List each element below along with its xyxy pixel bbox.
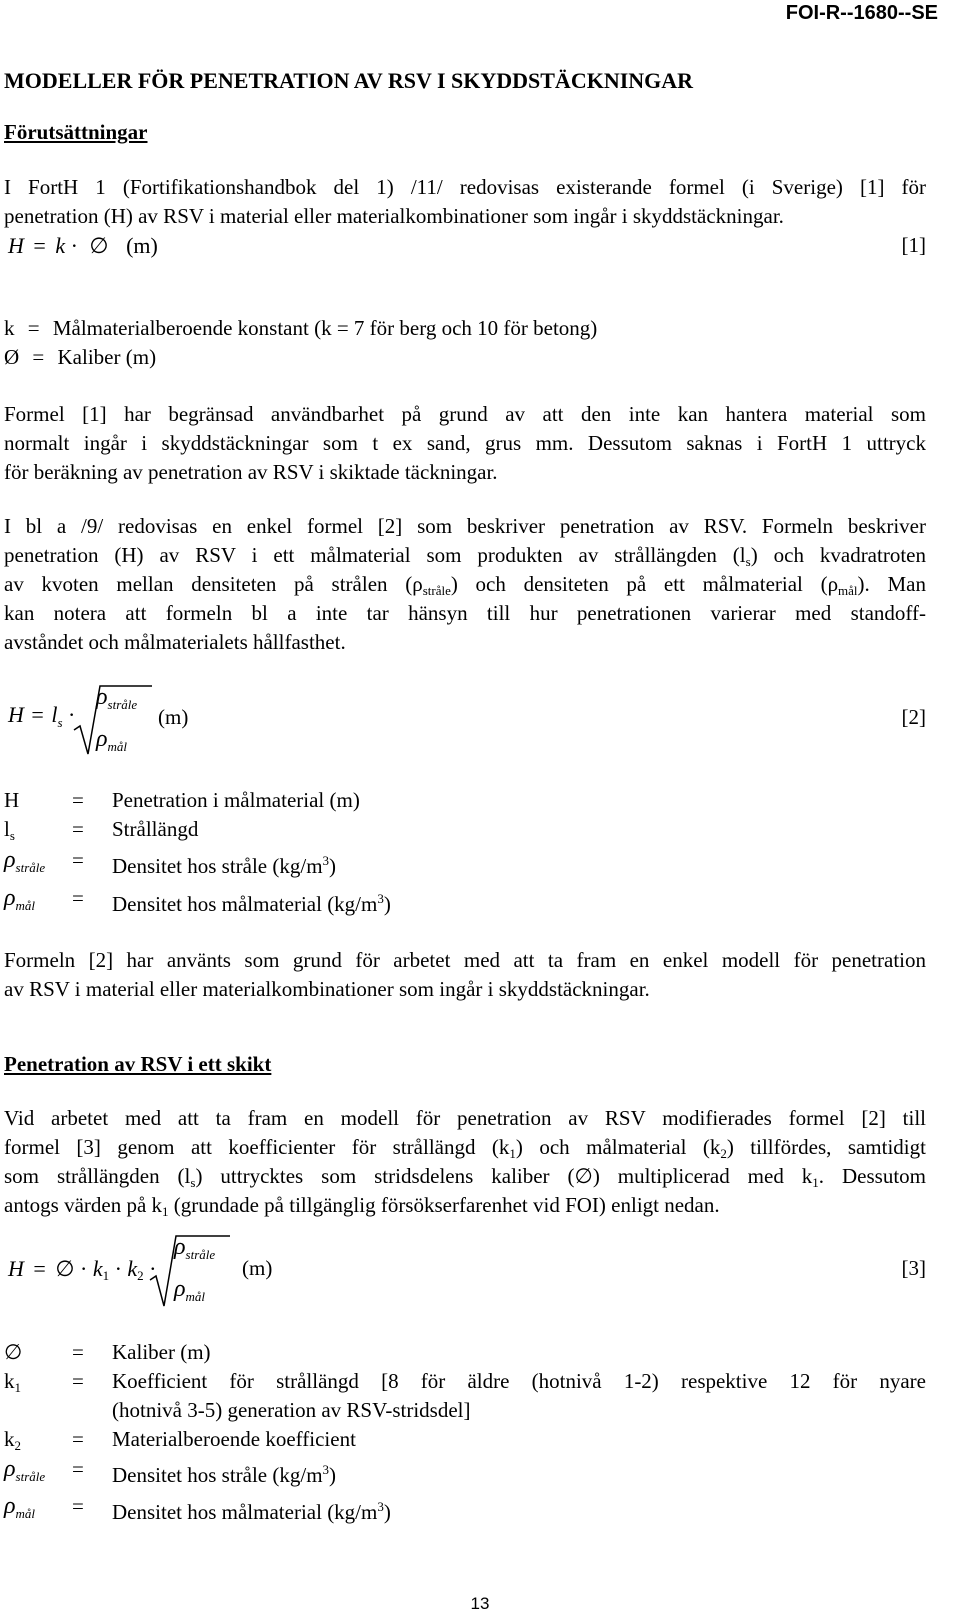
sqrt-numerator-3: $\rho_{stråle}$ xyxy=(174,1234,216,1262)
eq-sub: s xyxy=(57,715,63,730)
text-line: Formel [1] har begränsad användbarhet på grund av att den inte kan hantera material som xyxy=(4,402,926,426)
text-line: av kvoten mellan densiteten på strålen $(\rho_{stråle})$ och densiteten på ett målmaterial $(\rho_{mål})$. Man xyxy=(4,572,926,598)
equation-number-2: [2] xyxy=(901,705,926,729)
page-title: MODELLER FÖR PENETRATION AV RSV I SKYDDSTÄCKNINGAR xyxy=(4,68,694,93)
text-line: Formeln [2] har använts som grund för arbetet med att ta fram en enkel modell för penetration xyxy=(4,948,926,972)
eq-symbol-h: H xyxy=(8,233,24,258)
eq-dot: · xyxy=(79,1256,88,1281)
eq-equals: = xyxy=(31,702,44,727)
diameter-icon: ∅ xyxy=(4,1340,23,1364)
eq-dot: · xyxy=(114,1256,122,1281)
eq-unit: (m) xyxy=(126,233,158,258)
text-line: penetration (H) av RSV i material eller materialkombinationer som ingår i skyddstäckningar. xyxy=(4,204,784,228)
sqrt-denominator-2: $\rho_{mål}$ xyxy=(96,726,128,754)
text-line: penetration (H) av RSV i ett målmaterial som produkten av strållängden $(l_s)$ och kvadratroten xyxy=(4,543,926,569)
eq-equals: = xyxy=(33,1256,46,1281)
eq-symbol-h: H xyxy=(8,702,24,727)
eq-dot: · xyxy=(68,702,76,727)
def-equals: = xyxy=(32,345,45,369)
eq-symbol-l: l xyxy=(51,702,58,727)
eq-unit: (m) xyxy=(242,1256,273,1280)
section-heading-prerequisites: Förutsättningar xyxy=(4,120,148,144)
eq-symbol-k2: k xyxy=(127,1256,138,1281)
text-line: Vid arbetet med att ta fram en modell för penetration av RSV modifierades formel [2] till xyxy=(4,1106,926,1130)
diameter-icon: ∅ xyxy=(89,233,109,258)
document-id: FOI-R--1680--SE xyxy=(785,2,938,24)
paragraph-formula1-limits xyxy=(4,400,926,458)
sqrt-numerator-2: $\rho_{stråle}$ xyxy=(96,684,138,712)
page-number: 13 xyxy=(470,1594,490,1613)
text-line: I FortH 1 (Fortifikationshandbok del 1) /11/ redovisas existerande formel (i Sverige) [1] för xyxy=(4,175,926,199)
text-line: avståndet och målmaterialets hållfasthet. xyxy=(4,630,346,654)
text-line: som strållängden $(l_s)$ uttrycktes som stridsdelens kaliber (∅) multiplicerad med $k_1$. Dessutom xyxy=(4,1164,927,1190)
equation-number-3: [3] xyxy=(901,1256,926,1280)
text-line: för beräkning av penetration av RSV i skiktade täckningar. xyxy=(4,460,498,484)
def-symbol: Ø xyxy=(4,345,20,369)
diameter-icon: ∅ xyxy=(574,1164,593,1188)
eq-dot: · xyxy=(149,1256,157,1281)
def-text: Målmaterialberoende konstant (k = 7 för berg och 10 för betong) xyxy=(52,316,598,340)
text-line: formel [3] genom att koefficienter för strållängd $(k_1)$ och målmaterial $(k_2)$ tillfördes, samtidigt xyxy=(4,1135,926,1161)
text-line: av RSV i material eller materialkombinationer som ingår i skyddstäckningar. xyxy=(4,977,650,1001)
eq-unit: (m) xyxy=(158,705,189,729)
sqrt-denominator-3: $\rho_{mål}$ xyxy=(174,1276,206,1304)
diameter-icon: ∅ xyxy=(55,1256,75,1281)
text-line: kan notera att formeln bl a inte tar hänsyn till hur penetrationen varierar med standoff- xyxy=(4,601,926,625)
eq-equals: = xyxy=(33,233,46,258)
def-text: Kaliber (m) xyxy=(57,345,157,369)
paragraph-formula2-intro xyxy=(4,512,926,628)
paragraph-formula3-intro xyxy=(4,1104,926,1191)
definition-caliber xyxy=(4,343,156,372)
def-symbol: k xyxy=(4,316,15,340)
equation-2 xyxy=(8,700,75,737)
paragraph-forth-intro xyxy=(4,173,926,202)
text-line: normalt ingår i skyddstäckningar som t ex sand, grus mm. Dessutom saknas i FortH 1 uttryck xyxy=(4,431,926,455)
text-line: antogs värden på $k_1$ (grundade på tillgänglig försökserfarenhet vid FOI) enligt nedan. xyxy=(4,1193,720,1219)
equation-3: H = ∅ · $k_1 \cdot k_2$ · xyxy=(8,1256,157,1283)
equation-number-1: [1] xyxy=(901,233,926,257)
def-equals: = xyxy=(27,316,40,340)
section-heading-single-layer: Penetration av RSV i ett skikt xyxy=(4,1052,272,1076)
eq-symbol-k1: k xyxy=(92,1256,103,1281)
paragraph-formula2-basis xyxy=(4,946,926,975)
equation-1 xyxy=(8,231,158,260)
definition-k xyxy=(4,314,597,343)
eq-symbol-h: H xyxy=(8,1256,24,1281)
eq-symbol-k: k xyxy=(55,233,66,258)
eq-dot: · xyxy=(70,233,78,258)
text-line: I bl a /9/ redovisas en enkel formel [2] som beskriver penetration av RSV. Formeln beskriver xyxy=(4,514,926,538)
